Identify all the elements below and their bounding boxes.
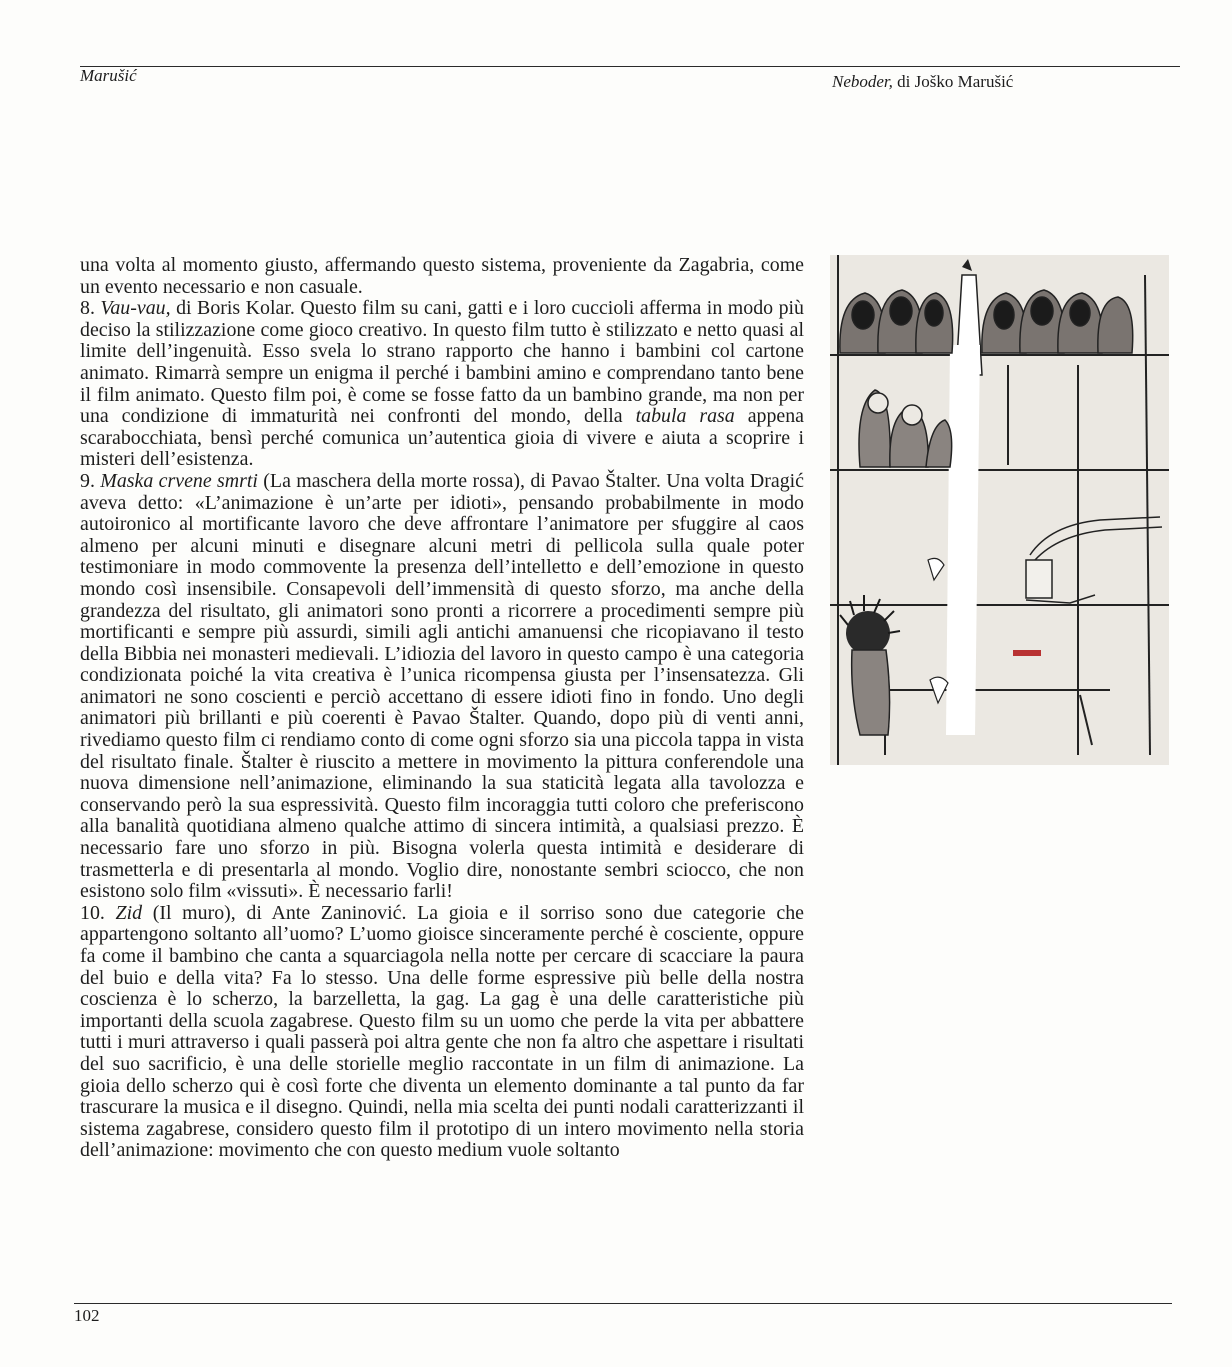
footer-rule	[74, 1303, 1172, 1304]
caption-film-title: Neboder,	[832, 72, 893, 91]
paragraph-text: (La maschera della morte rossa), di Pavao Štalter. Una volta Dragić aveva detto: «L’animazione è un’arte per idioti», pensando probabilmente in modo autoironico al mortificante lavoro che deve affrontare l’animatore per sfuggire al caos almeno per alcuni minuti e disegnare alcuni metri di pellicola sulla quale poter testimoniare in modo commovente la presenza dell’intelletto e dell’emozione in questo mondo così insensibile. Consapevoli dell’immensità di questo sforzo, ma anche della grandezza del risultato, gli animatori sono pronti a ricorrere a procedimenti sempre più mortificanti e sempre più assurdi, simili agli antichi amanuensi che ricopiavano il testo della Bibbia nei monasteri medievali. L’idiozia del lavoro in questo campo è una categoria condizionata poiché la vita creativa è l’unica ricompensa giusta per l’insensatezza. Gli animatori ne sono coscienti e perciò accettano di essere idioti fino in fondo. Uno degli animatori più brillanti e più coerenti è Pavao Štalter. Quando, dopo più di venti anni, rivediamo questo film ci rendiamo conto di come ogni sforzo sia una piccola tappa in vista del risultato finale. Štalter è riuscito a mettere in movimento la pittura conferendole una nuova dimensione nell’animazione, eliminando la sua staticità legata alla tavolozza e conservando però la sua espressività. Questo film incoraggia tutti coloro che preferiscono alla banalità quotidiana almeno qualche attimo di sincera intimità, a qualsiasi prezzo. È necessario fare uno sforzo in più. Bisogna volerla questa intimità e desiderare di trasmetterla e di presentarla al mondo. Voglio dire, nonostante sembri sciocco, che non esistono solo film «vissuti». È necessario farli!	[80, 469, 805, 903]
film-title: Zid	[115, 901, 143, 924]
spiky-hair-figure	[840, 595, 900, 735]
page-number: 102	[74, 1306, 100, 1325]
red-bar	[1013, 650, 1041, 656]
item-number: 8.	[80, 297, 101, 320]
item-number: 9.	[80, 469, 101, 492]
main-text	[80, 255, 804, 1162]
caption-author: di Joško Marušić	[892, 72, 1014, 91]
paragraph-text: appena scarabocchiata, bensì perché comunica un’autentica gioia di vivere e aiuta a scoprire i misteri dell’esistenza.	[80, 405, 805, 471]
wall-line	[1145, 275, 1150, 755]
falling-column	[946, 345, 980, 735]
paragraph-continuation: una volta al momento giusto, affermando questo sistema, proveniente da Zagabria, come un evento necessario e non casuale.	[80, 254, 804, 298]
running-head-author: Marušić	[80, 66, 137, 85]
figure-caption	[832, 72, 1013, 92]
neboder-illustration	[830, 255, 1169, 765]
item-number: 10.	[80, 901, 116, 924]
hooded-figures-right	[982, 290, 1133, 353]
film-title: Vau-vau,	[100, 297, 171, 320]
paragraph-maska	[80, 471, 804, 903]
tabula-rasa-phrase: tabula rasa	[635, 405, 735, 428]
header-rule	[80, 66, 1180, 67]
column-tip	[962, 259, 972, 271]
debris-shard	[928, 558, 944, 580]
paragraph-text: di Boris Kolar. Questo film su cani, gatti e i loro cuccioli afferma in modo più deciso la stilizzazione come gioco creativo. In questo film tutto è stilizzato e netto quasi al limite dell’ingenuità. Esso svela lo strano rapporto che hanno i bambini col cartone animato. Rimarrà sempre un enigma il perché i bambini amino e comprendano tanto bene il film animato. Questo film poi, è come se fosse fatto da un bambino grande, ma non per una condizione di immaturità nei confronti del mondo, della	[80, 297, 805, 428]
paragraph-zid	[80, 903, 804, 1162]
hooded-figures-left	[840, 290, 953, 353]
film-title: Maska crvene smrti	[100, 469, 258, 492]
falling-man	[1026, 517, 1162, 603]
paragraph-text: (Il muro), di Ante Zaninović. La gioia e il sorriso sono due categorie che appartengono soltanto all’uomo? L’uomo gioisce sinceramente perché è cosciente, oppure fa come il bambino che canta a squarciagola nella notte per cercare di scacciare la paura del buio e della vita? Fa lo stesso. Una delle forme espressive più belle della nostra coscienza è lo scherzo, la barzelletta, la gag. La gag è una delle caratteristiche più importanti della scuola zagabrese. Questo film su un uomo che perde la vita per abbattere tutti i muri attraverso i quali passerà poi altra gente che non fa altro che aspettare i risultati del suo sacrificio, è una delle storielle meglio raccontate in un film di animazione. La gioia dello scherzo qui è così forte che diventa un elemento dominante a tal punto da far trascurare la musica e il disegno. Quindi, nella mia scelta dei punti nodali caratterizzanti il sistema zagabrese, considero questo film il prototipo di un intero movimento nella storia dell’animazione: movimento che con questo medium vuole soltanto	[80, 901, 804, 1162]
wall-line	[1080, 695, 1092, 745]
paragraph-vau-vau	[80, 298, 804, 471]
couple-figures	[859, 390, 952, 467]
